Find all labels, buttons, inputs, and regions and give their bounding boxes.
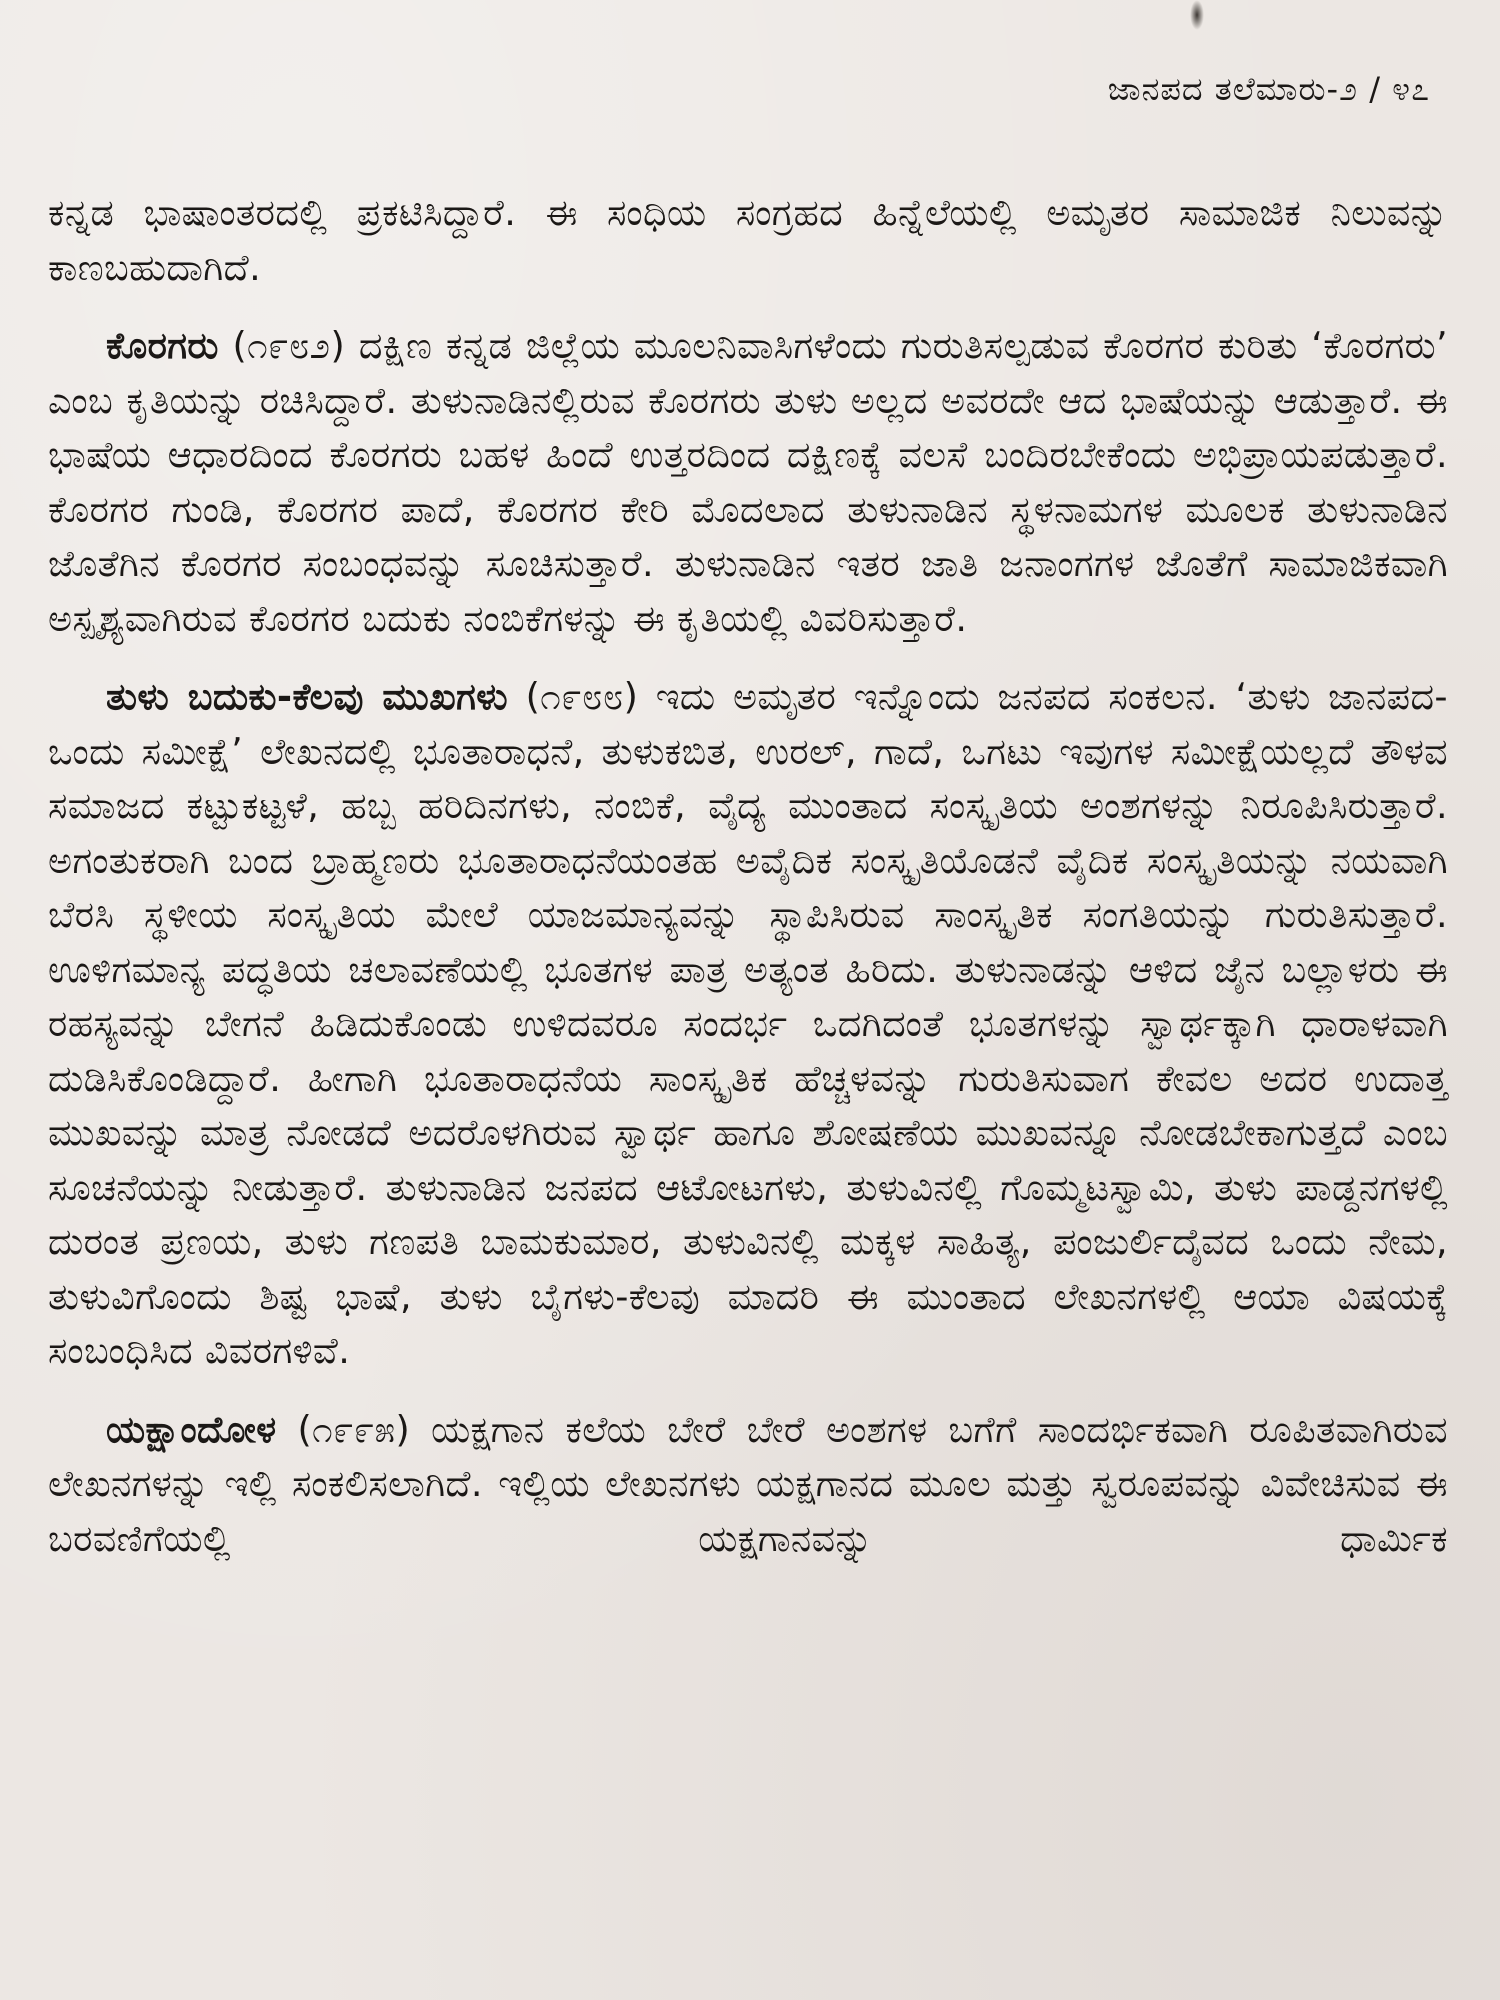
ink-smudge xyxy=(1190,0,1204,30)
paragraph-3-text: (೧೯೮೮) ಇದು ಅಮೃತರ ಇನ್ನೊಂದು ಜನಪದ ಸಂಕಲನ. ‘ತುಳು ಜಾನಪದ-ಒಂದು ಸಮೀಕ್ಷೆ’ ಲೇಖನದಲ್ಲಿ ಭೂತಾರಾಧನೆ, ತುಳುಕಬಿತ, ಉರಲ್, ಗಾದೆ, ಒಗಟು ಇವುಗಳ ಸಮೀಕ್ಷೆಯಲ್ಲದೆ ತೌಳವ ಸಮಾಜದ ಕಟ್ಟುಕಟ್ಟಳೆ, ಹಬ್ಬ ಹರಿದಿನಗಳು, ನಂಬಿಕೆ, ವೈದ್ಯ ಮುಂತಾದ ಸಂಸ್ಕೃತಿಯ ಅಂಶಗಳನ್ನು ನಿರೂಪಿಸಿರುತ್ತಾರೆ. ಅಗಂತುಕರಾಗಿ ಬಂದ ಬ್ರಾಹ್ಮಣರು ಭೂತಾರಾಧನೆಯಂತಹ ಅವೈದಿಕ ಸಂಸ್ಕೃತಿಯೊಡನೆ ವೈದಿಕ ಸಂಸ್ಕೃತಿಯನ್ನು ನಯವಾಗಿ ಬೆರಸಿ ಸ್ಥಳೀಯ ಸಂಸ್ಕೃತಿಯ ಮೇಲೆ ಯಾಜಮಾನ್ಯವನ್ನು ಸ್ಥಾಪಿಸಿರುವ ಸಾಂಸ್ಕೃತಿಕ ಸಂಗತಿಯನ್ನು ಗುರುತಿಸುತ್ತಾರೆ. ಊಳಿಗಮಾನ್ಯ ಪದ್ಧತಿಯ ಚಲಾವಣೆಯಲ್ಲಿ ಭೂತಗಳ ಪಾತ್ರ ಅತ್ಯಂತ ಹಿರಿದು. ತುಳುನಾಡನ್ನು ಆಳಿದ ಜೈನ ಬಲ್ಲಾಳರು ಈ ರಹಸ್ಯವನ್ನು ಬೇಗನೆ ಹಿಡಿದುಕೊಂಡು ಉಳಿದವರೂ ಸಂದರ್ಭ ಒದಗಿದಂತೆ ಭೂತಗಳನ್ನು ಸ್ವಾರ್ಥಕ್ಕಾಗಿ ಧಾರಾಳವಾಗಿ ದುಡಿಸಿಕೊಂಡಿದ್ದಾರೆ. ಹೀಗಾಗಿ ಭೂತಾರಾಧನೆಯ ಸಾಂಸ್ಕೃತಿಕ ಹೆಚ್ಚಳವನ್ನು ಗುರುತಿಸುವಾಗ ಕೇವಲ ಅದರ ಉದಾತ್ತ ಮುಖವನ್ನು ಮಾತ್ರ ನೋಡದೆ ಅದರೊಳಗಿರುವ ಸ್ವಾರ್ಥ ಹಾಗೂ ಶೋಷಣೆಯ ಮುಖವನ್ನೂ ನೋಡಬೇಕಾಗುತ್ತದೆ ಎಂಬ ಸೂಚನೆಯನ್ನು ನೀಡುತ್ತಾರೆ. ತುಳುನಾಡಿನ ಜನಪದ ಆಟೋಟಗಳು, ತುಳುವಿನಲ್ಲಿ ಗೊಮ್ಮಟಸ್ವಾಮಿ, ತುಳು ಪಾಡ್ದನಗಳಲ್ಲಿ ದುರಂತ ಪ್ರಣಯ, ತುಳು ಗಣಪತಿ ಬಾಮಕುಮಾರ, ತುಳುವಿನಲ್ಲಿ ಮಕ್ಕಳ ಸಾಹಿತ್ಯ, ಪಂಜುರ್ಲಿದೈವದ ಒಂದು ನೇಮ, ತುಳುವಿಗೊಂದು ಶಿಷ್ಟ ಭಾಷೆ, ತುಳು ಬೈಗಳು-ಕೆಲವು ಮಾದರಿ ಈ ಮುಂತಾದ ಲೇಖನಗಳಲ್ಲಿ ಆಯಾ ವಿಷಯಕ್ಕೆ ಸಂಬಂಧಿಸಿದ ವಿವರಗಳಿವೆ. xyxy=(48,675,1448,1372)
paragraph-tulu-baduku xyxy=(48,670,1448,1379)
paragraph-yakshandola xyxy=(48,1403,1448,1567)
paragraph-1-text: ಕನ್ನಡ ಭಾಷಾಂತರದಲ್ಲಿ ಪ್ರಕಟಿಸಿದ್ದಾರೆ. ಈ ಸಂಧಿಯ ಸಂಗ್ರಹದ ಹಿನ್ನೆಲೆಯಲ್ಲಿ ಅಮೃತರ ಸಾಮಾಜಿಕ ನಿಲುವನ್ನು ಕಾಣಬಹುದಾಗಿದೆ. xyxy=(48,191,1448,289)
paragraph-2-title: ಕೊರಗರು xyxy=(106,324,219,367)
running-head: ಜಾನಪದ ತಲೆಮಾರು-೨ / ೪೭ xyxy=(1107,70,1430,108)
paragraph-4-text: (೧೯೯೫) ಯಕ್ಷಗಾನ ಕಲೆಯ ಬೇರೆ ಬೇರೆ ಅಂಶಗಳ ಬಗೆಗೆ ಸಾಂದರ್ಭಿಕವಾಗಿ ರೂಪಿತವಾಗಿರುವ ಲೇಖನಗಳನ್ನು ಇಲ್ಲಿ ಸಂಕಲಿಸಲಾಗಿದೆ. ಇಲ್ಲಿಯ ಲೇಖನಗಳು ಯಕ್ಷಗಾನದ ಮೂಲ ಮತ್ತು ಸ್ವರೂಪವನ್ನು ವಿವೇಚಿಸುವ ಈ ಬರವಣಿಗೆಯಲ್ಲಿ ಯಕ್ಷಗಾನವನ್ನು ಧಾರ್ಮಿಕ xyxy=(48,1407,1448,1560)
paragraph-4-title: ಯಕ್ಷಾಂದೋಳ xyxy=(106,1407,277,1451)
paragraph-3-title: ತುಳು ಬದುಕು-ಕೆಲವು ಮುಖಗಳು xyxy=(106,675,509,718)
paragraph-korągaru xyxy=(48,319,1448,646)
paragraph-2-text: (೧೯೮೨) ದಕ್ಷಿಣ ಕನ್ನಡ ಜಿಲ್ಲೆಯ ಮೂಲನಿವಾಸಿಗಳೆಂದು ಗುರುತಿಸಲ್ಪಡುವ ಕೊರಗರ ಕುರಿತು ‘ಕೊರಗರು’ ಎಂಬ ಕೃತಿಯನ್ನು ರಚಿಸಿದ್ದಾರೆ. ತುಳುನಾಡಿನಲ್ಲಿರುವ ಕೊರಗರು ತುಳು ಅಲ್ಲದ ಅವರದೇ ಆದ ಭಾಷೆಯನ್ನು ಆಡುತ್ತಾರೆ. ಈ ಭಾಷೆಯ ಆಧಾರದಿಂದ ಕೊರಗರು ಬಹಳ ಹಿಂದೆ ಉತ್ತರದಿಂದ ದಕ್ಷಿಣಕ್ಕೆ ವಲಸೆ ಬಂದಿರಬೇಕೆಂದು ಅಭಿಪ್ರಾಯಪಡುತ್ತಾರೆ. ಕೊರಗರ ಗುಂಡಿ, ಕೊರಗರ ಪಾದೆ, ಕೊರಗರ ಕೇರಿ ಮೊದಲಾದ ತುಳುನಾಡಿನ ಸ್ಥಳನಾಮಗಳ ಮೂಲಕ ತುಳುನಾಡಿನ ಜೊತೆಗಿನ ಕೊರಗರ ಸಂಬಂಧವನ್ನು ಸೂಚಿಸುತ್ತಾರೆ. ತುಳುನಾಡಿನ ಇತರ ಜಾತಿ ಜನಾಂಗಗಳ ಜೊತೆಗೆ ಸಾಮಾಜಿಕವಾಗಿ ಅಸ್ಪೃಶ್ಯವಾಗಿರುವ ಕೊರಗರ ಬದುಕು ನಂಬಿಕೆಗಳನ್ನು ಈ ಕೃತಿಯಲ್ಲಿ ವಿವರಿಸುತ್ತಾರೆ. xyxy=(48,324,1448,640)
body-text xyxy=(48,186,1448,1590)
paragraph-1 xyxy=(48,186,1448,295)
